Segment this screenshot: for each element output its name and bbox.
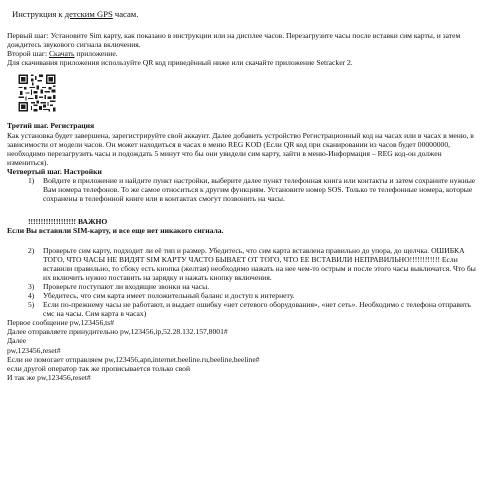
step2-line bbox=[7, 49, 479, 58]
download-instructions: Для скачивания приложения используйте QR код приведённый ниже или скачайте приложение Setracker 2. bbox=[7, 58, 353, 68]
sms-line: Первое сообщение pw,123456,ts# bbox=[7, 318, 115, 328]
sms-line: И так же pw,123456,reset# bbox=[7, 372, 91, 382]
list-item-text: Проверьте сим карту, подходит ли её тип и размер. Убедитесь, что сим карта вставлена правильно до упора, до щелчка. ОШИБКА ТОГО, ЧТО ЧАСЫ НЕ ВИДЯТ SIM КАРТУ ЧАСТО БЫВАЕТ ОТ ТОГО, ЧТО ЕЕ ВСТАВИЛИ НЕПРАВИЛЬНО!!!!!!!!!!!! Если вставили правильно, то сбоку есть кнопка (желтая) необходимо нажать на нее чем-то острым и после этого часы выключатся. Что бы их включить нужно поставить на зарядку и нажать кнопку включения. bbox=[43, 245, 476, 282]
settings-item-text: Войдите в приложение и найдите пункт настройки, выберите далее пункт телефонная книга или контакты и затем сохраните нужные Вам номера телефонов. То же самое относиться к другим функциям. Установите номер SOS. Только те телефонные номера, которые сохранены в телефонной книге или в контактах смогут позвонить на часы. bbox=[43, 176, 476, 204]
list-item-text: Проверьте поступают ли входящие звонки на часы. bbox=[43, 281, 210, 291]
sms-line: Далее bbox=[7, 336, 27, 346]
title-suffix: часам. bbox=[112, 9, 139, 19]
list-item bbox=[7, 300, 479, 318]
no-signal-warning: Если Вы вставили SIM-карту, и все еще нет никакого сигнала. bbox=[7, 226, 224, 236]
title-link[interactable]: детским GPS bbox=[64, 9, 113, 19]
sms-line: Если не помогает отправляем pw,123456,apn,internet.beeline.ru,beeline,beeline# bbox=[7, 354, 260, 364]
step1-text: Первый шаг: Установите Sim карту, как показано в инструкции или на дисплее часов. Перезагрузите часы после вставки сим карты, и затем дождитесь звукового сигнала включения. bbox=[7, 31, 461, 50]
download-link[interactable]: Скачать bbox=[48, 49, 75, 59]
troubleshoot-list bbox=[7, 246, 479, 319]
step2-prefix: Второй шаг: bbox=[7, 49, 49, 59]
list-item-text: Если по-прежнему часы не работают, и выдает ошибку «нет сетевого оборудования», «нет сеть». Необходимо с телефона отправить смс на часы. Сим карта в часах) bbox=[43, 300, 471, 319]
instruction-document bbox=[7, 6, 479, 382]
list-item bbox=[7, 291, 479, 300]
list-item bbox=[7, 282, 479, 291]
list-item-number: 3) bbox=[28, 281, 35, 291]
sms-line: Далее отправляете принудительно pw,123456,ip,52.28.132.157,8001# bbox=[7, 327, 228, 337]
list-item-number: 2) bbox=[28, 245, 35, 255]
sms-commands bbox=[7, 318, 479, 382]
sms-line: pw,123456,reset# bbox=[7, 345, 61, 355]
qr-code-icon bbox=[17, 73, 57, 113]
list-item bbox=[7, 246, 479, 282]
settings-item-number: 1) bbox=[28, 176, 35, 186]
settings-item bbox=[7, 176, 479, 203]
list-item-number: 4) bbox=[28, 290, 35, 300]
important-heading: !!!!!!!!!!!!!!!!!!! ВАЖНО bbox=[28, 217, 108, 227]
list-item-number: 5) bbox=[28, 300, 35, 310]
step3-title: Третий шаг. Регистрация bbox=[7, 121, 95, 131]
sms-line: если другой оператор так же прописывается только свой bbox=[7, 363, 191, 373]
title-prefix: Инструкция к bbox=[12, 9, 65, 19]
step3-text: Как установка будет завершена, зарегистрируйте свой аккаунт. Далее добавить устройство Регистрационный код на часах или в часах в меню, в зависимости от модели часов. Он может находиться в часах в меню REG KOD (Если QR код при сканировании из часов будет 00000000, необходимо перезагрузить часы и подождать 5 минут что бы они увидели сим карту, зайти в меню-Информация – REG код-он должен измениться). bbox=[7, 130, 474, 167]
document-title bbox=[12, 10, 479, 19]
step2-suffix: приложение. bbox=[74, 49, 118, 59]
step4-title: Четвертый шаг. Настройки bbox=[7, 166, 102, 176]
list-item-text: Убедитесь, что сим карта имеет положительный баланс и доступ к интернету. bbox=[43, 290, 295, 300]
